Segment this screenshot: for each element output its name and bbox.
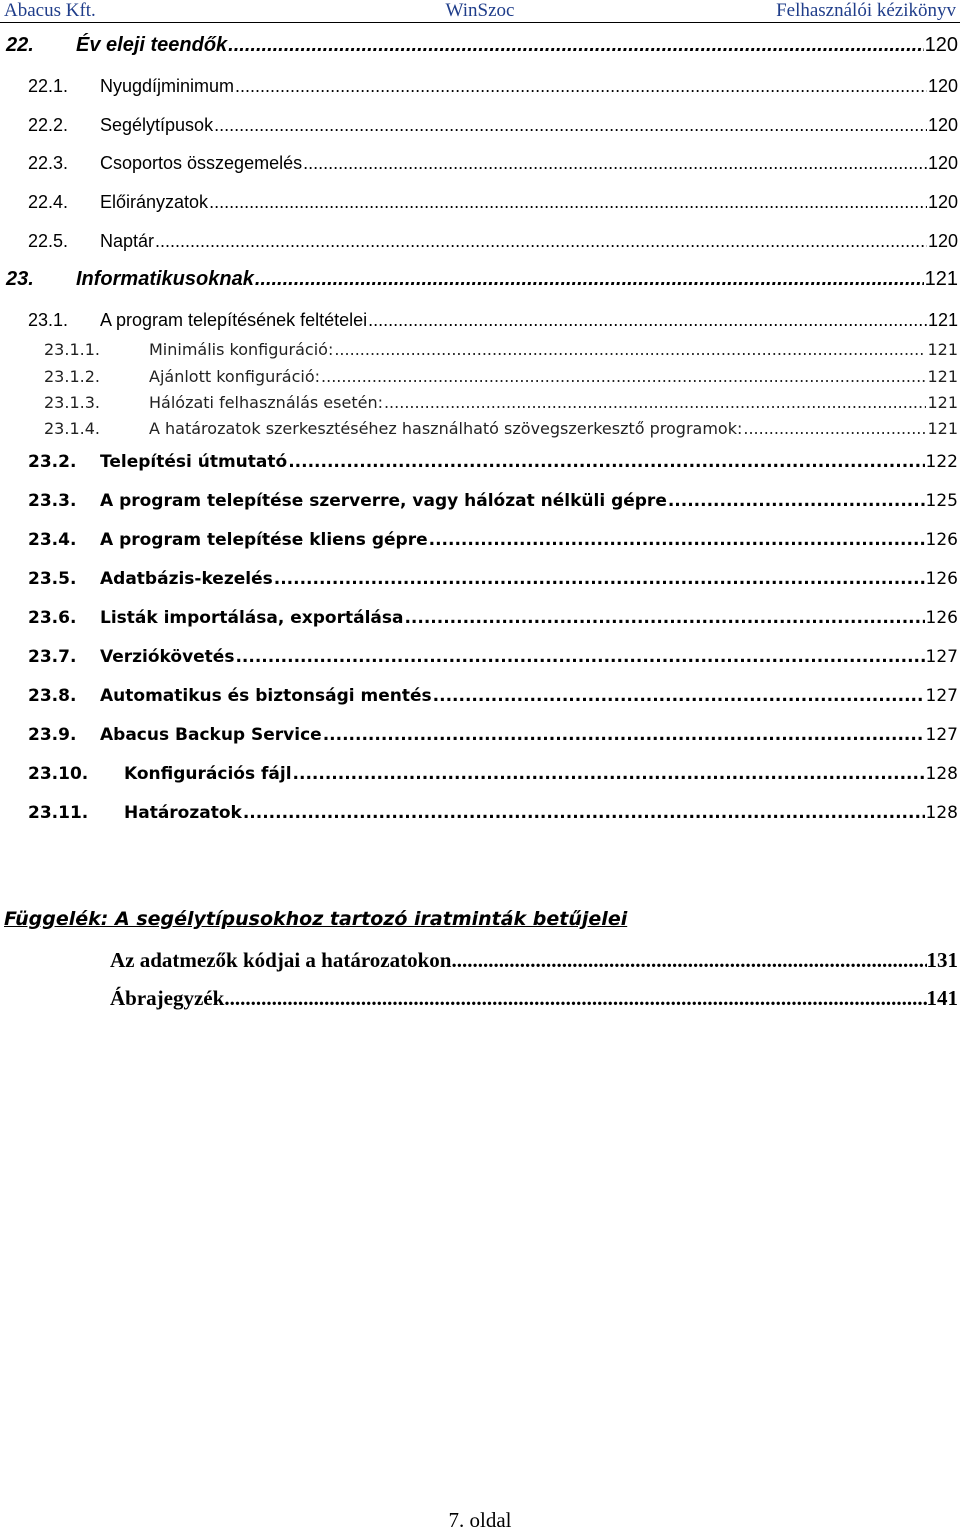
toc-title: A határozatok szerkesztéséhez használható szövegszerkesztő programok: xyxy=(149,419,743,438)
toc-entry-23-8[interactable] xyxy=(28,686,958,714)
toc-leader xyxy=(404,608,924,628)
toc-number: 23.8. xyxy=(28,686,77,706)
toc-title: A program telepítése kliens gépre xyxy=(100,530,428,550)
toc-number: 23.1.2. xyxy=(44,367,100,386)
toc-number: 23.1. xyxy=(28,310,69,330)
toc-entry-23[interactable] xyxy=(6,268,958,296)
toc-title: Hálózati felhasználás esetén: xyxy=(149,393,383,412)
toc-leader xyxy=(303,153,927,174)
toc-leader xyxy=(321,367,926,386)
toc-number: 23.2. xyxy=(28,452,77,472)
toc-number: 22. xyxy=(6,34,34,56)
toc-leader xyxy=(255,268,924,291)
appendix-title: Függelék: A segélytípusokhoz tartozó iratminták betűjelei xyxy=(4,908,628,930)
toc-leader xyxy=(209,192,927,213)
toc-leader xyxy=(293,764,925,784)
toc-page: 126 xyxy=(925,530,958,550)
toc-leader xyxy=(214,115,927,136)
toc-entry-23-5[interactable] xyxy=(28,569,958,597)
toc-leader xyxy=(288,452,924,472)
toc-entry-23-1-3[interactable] xyxy=(44,393,958,421)
toc-entry-22-2[interactable] xyxy=(28,115,958,143)
toc-page: 120 xyxy=(924,34,958,56)
toc-leader xyxy=(323,725,925,745)
toc-leader xyxy=(334,340,926,359)
toc-title: Automatikus és biztonsági mentés xyxy=(100,686,432,706)
toc-page: 121 xyxy=(927,419,958,438)
toc-title: A program telepítésének feltételei xyxy=(100,310,368,330)
toc-number: 23.1.3. xyxy=(44,393,100,412)
toc-entry-22-5[interactable] xyxy=(28,231,958,259)
toc-leader xyxy=(228,34,923,57)
toc-number: 23.3. xyxy=(28,491,77,511)
toc-page: 127 xyxy=(925,647,958,667)
toc-number: 22.4. xyxy=(28,192,69,212)
toc-page: 121 xyxy=(927,393,958,412)
toc-leader xyxy=(243,803,925,823)
toc-leader xyxy=(274,569,925,589)
toc-page: 121 xyxy=(924,268,958,290)
toc-entry-23-1-2[interactable] xyxy=(44,367,958,395)
toc-page: 128 xyxy=(925,764,958,784)
toc-title: Minimális konfiguráció: xyxy=(149,340,334,359)
page-number: 7. oldal xyxy=(448,1508,512,1532)
toc-title: Nyugdíjminimum xyxy=(100,76,235,96)
toc-page: 121 xyxy=(927,340,958,359)
toc-title: Előirányzatok xyxy=(100,192,209,212)
toc-title: Az adatmezők kódjai a határozatokon xyxy=(110,948,452,972)
toc-title: Csoportos összegemelés xyxy=(100,153,303,173)
toc-entry-23-11[interactable] xyxy=(28,803,958,831)
toc-entry-22-4[interactable] xyxy=(28,192,958,220)
toc-title: Év eleji teendők xyxy=(76,34,228,56)
toc-leader xyxy=(668,491,925,511)
toc-title: Konfigurációs fájl xyxy=(124,764,292,784)
toc-number: 23.9. xyxy=(28,725,77,745)
toc-number: 22.1. xyxy=(28,76,69,96)
toc-leader xyxy=(429,530,925,550)
toc-title: Ábrajegyzék xyxy=(110,986,225,1010)
toc-page: 120 xyxy=(927,231,958,251)
toc-title: Telepítési útmutató xyxy=(100,452,288,472)
toc-page: 128 xyxy=(925,803,958,823)
toc-page: 121 xyxy=(927,310,958,330)
toc-entry-23-1-1[interactable] xyxy=(44,340,958,368)
toc-page: 127 xyxy=(925,725,958,745)
toc-page: 120 xyxy=(927,192,958,212)
toc-number: 23.6. xyxy=(28,608,77,628)
toc-entry-23-6[interactable] xyxy=(28,608,958,636)
toc-entry-figure-list[interactable] xyxy=(110,986,958,1016)
toc-number: 22.3. xyxy=(28,153,69,173)
toc-number: 22.2. xyxy=(28,115,69,135)
toc-page: 121 xyxy=(927,367,958,386)
toc-entry-22[interactable] xyxy=(6,34,958,62)
toc-entry-23-4[interactable] xyxy=(28,530,958,558)
toc-entry-23-10[interactable] xyxy=(28,764,958,792)
toc-page: 120 xyxy=(927,76,958,96)
toc-number: 23.7. xyxy=(28,647,77,667)
toc-entry-23-1[interactable] xyxy=(28,310,958,338)
toc-page: 122 xyxy=(925,452,958,472)
toc-entry-22-3[interactable] xyxy=(28,153,958,181)
toc-title: Ajánlott konfiguráció: xyxy=(149,367,321,386)
toc-title: Abacus Backup Service xyxy=(100,725,322,745)
header-document-title: Felhasználói kézikönyv xyxy=(776,0,956,21)
toc-title: Informatikusoknak xyxy=(76,268,254,290)
toc-entry-23-2[interactable] xyxy=(28,452,958,480)
toc-title: Határozatok xyxy=(124,803,242,823)
toc-entry-23-1-4[interactable] xyxy=(44,419,958,447)
toc-leader xyxy=(433,686,925,706)
toc-title: Naptár xyxy=(100,231,155,251)
toc-page: 126 xyxy=(925,608,958,628)
toc-leader xyxy=(743,419,926,438)
toc-leader xyxy=(155,231,927,252)
toc-entry-23-7[interactable] xyxy=(28,647,958,675)
toc-leader xyxy=(224,986,926,1011)
toc-page: 120 xyxy=(927,153,958,173)
toc-number: 23. xyxy=(6,268,34,290)
toc-title: Adatbázis-kezelés xyxy=(100,569,273,589)
toc-number: 23.4. xyxy=(28,530,77,550)
toc-number: 22.5. xyxy=(28,231,69,251)
toc-page: 125 xyxy=(925,491,958,511)
toc-title: Segélytípusok xyxy=(100,115,214,135)
toc-leader xyxy=(235,76,927,97)
toc-number: 23.1.4. xyxy=(44,419,100,438)
toc-leader xyxy=(368,310,927,331)
toc-title: Listák importálása, exportálása xyxy=(100,608,404,628)
toc-entry-field-codes[interactable] xyxy=(110,948,958,978)
toc-page: 131 xyxy=(926,948,958,972)
toc-title: A program telepítése szerverre, vagy hálózat nélküli gépre xyxy=(100,491,667,511)
toc-page: 120 xyxy=(927,115,958,135)
toc-number: 23.1.1. xyxy=(44,340,100,359)
toc-page: 127 xyxy=(925,686,958,706)
toc-entry-22-1[interactable] xyxy=(28,76,958,104)
header-product: WinSzoc xyxy=(445,0,515,21)
toc-leader xyxy=(451,948,926,973)
toc-number: 23.10. xyxy=(28,764,89,784)
toc-leader xyxy=(384,393,926,412)
toc-page: 126 xyxy=(925,569,958,589)
header-company: Abacus Kft. xyxy=(4,0,96,21)
toc-entry-23-3[interactable] xyxy=(28,491,958,519)
page-header xyxy=(0,0,960,23)
toc-entry-23-9[interactable] xyxy=(28,725,958,753)
toc-number: 23.11. xyxy=(28,803,89,823)
toc-title: Verziókövetés xyxy=(100,647,235,667)
toc-number: 23.5. xyxy=(28,569,77,589)
toc-page: 141 xyxy=(926,986,958,1010)
toc-leader xyxy=(235,647,924,667)
